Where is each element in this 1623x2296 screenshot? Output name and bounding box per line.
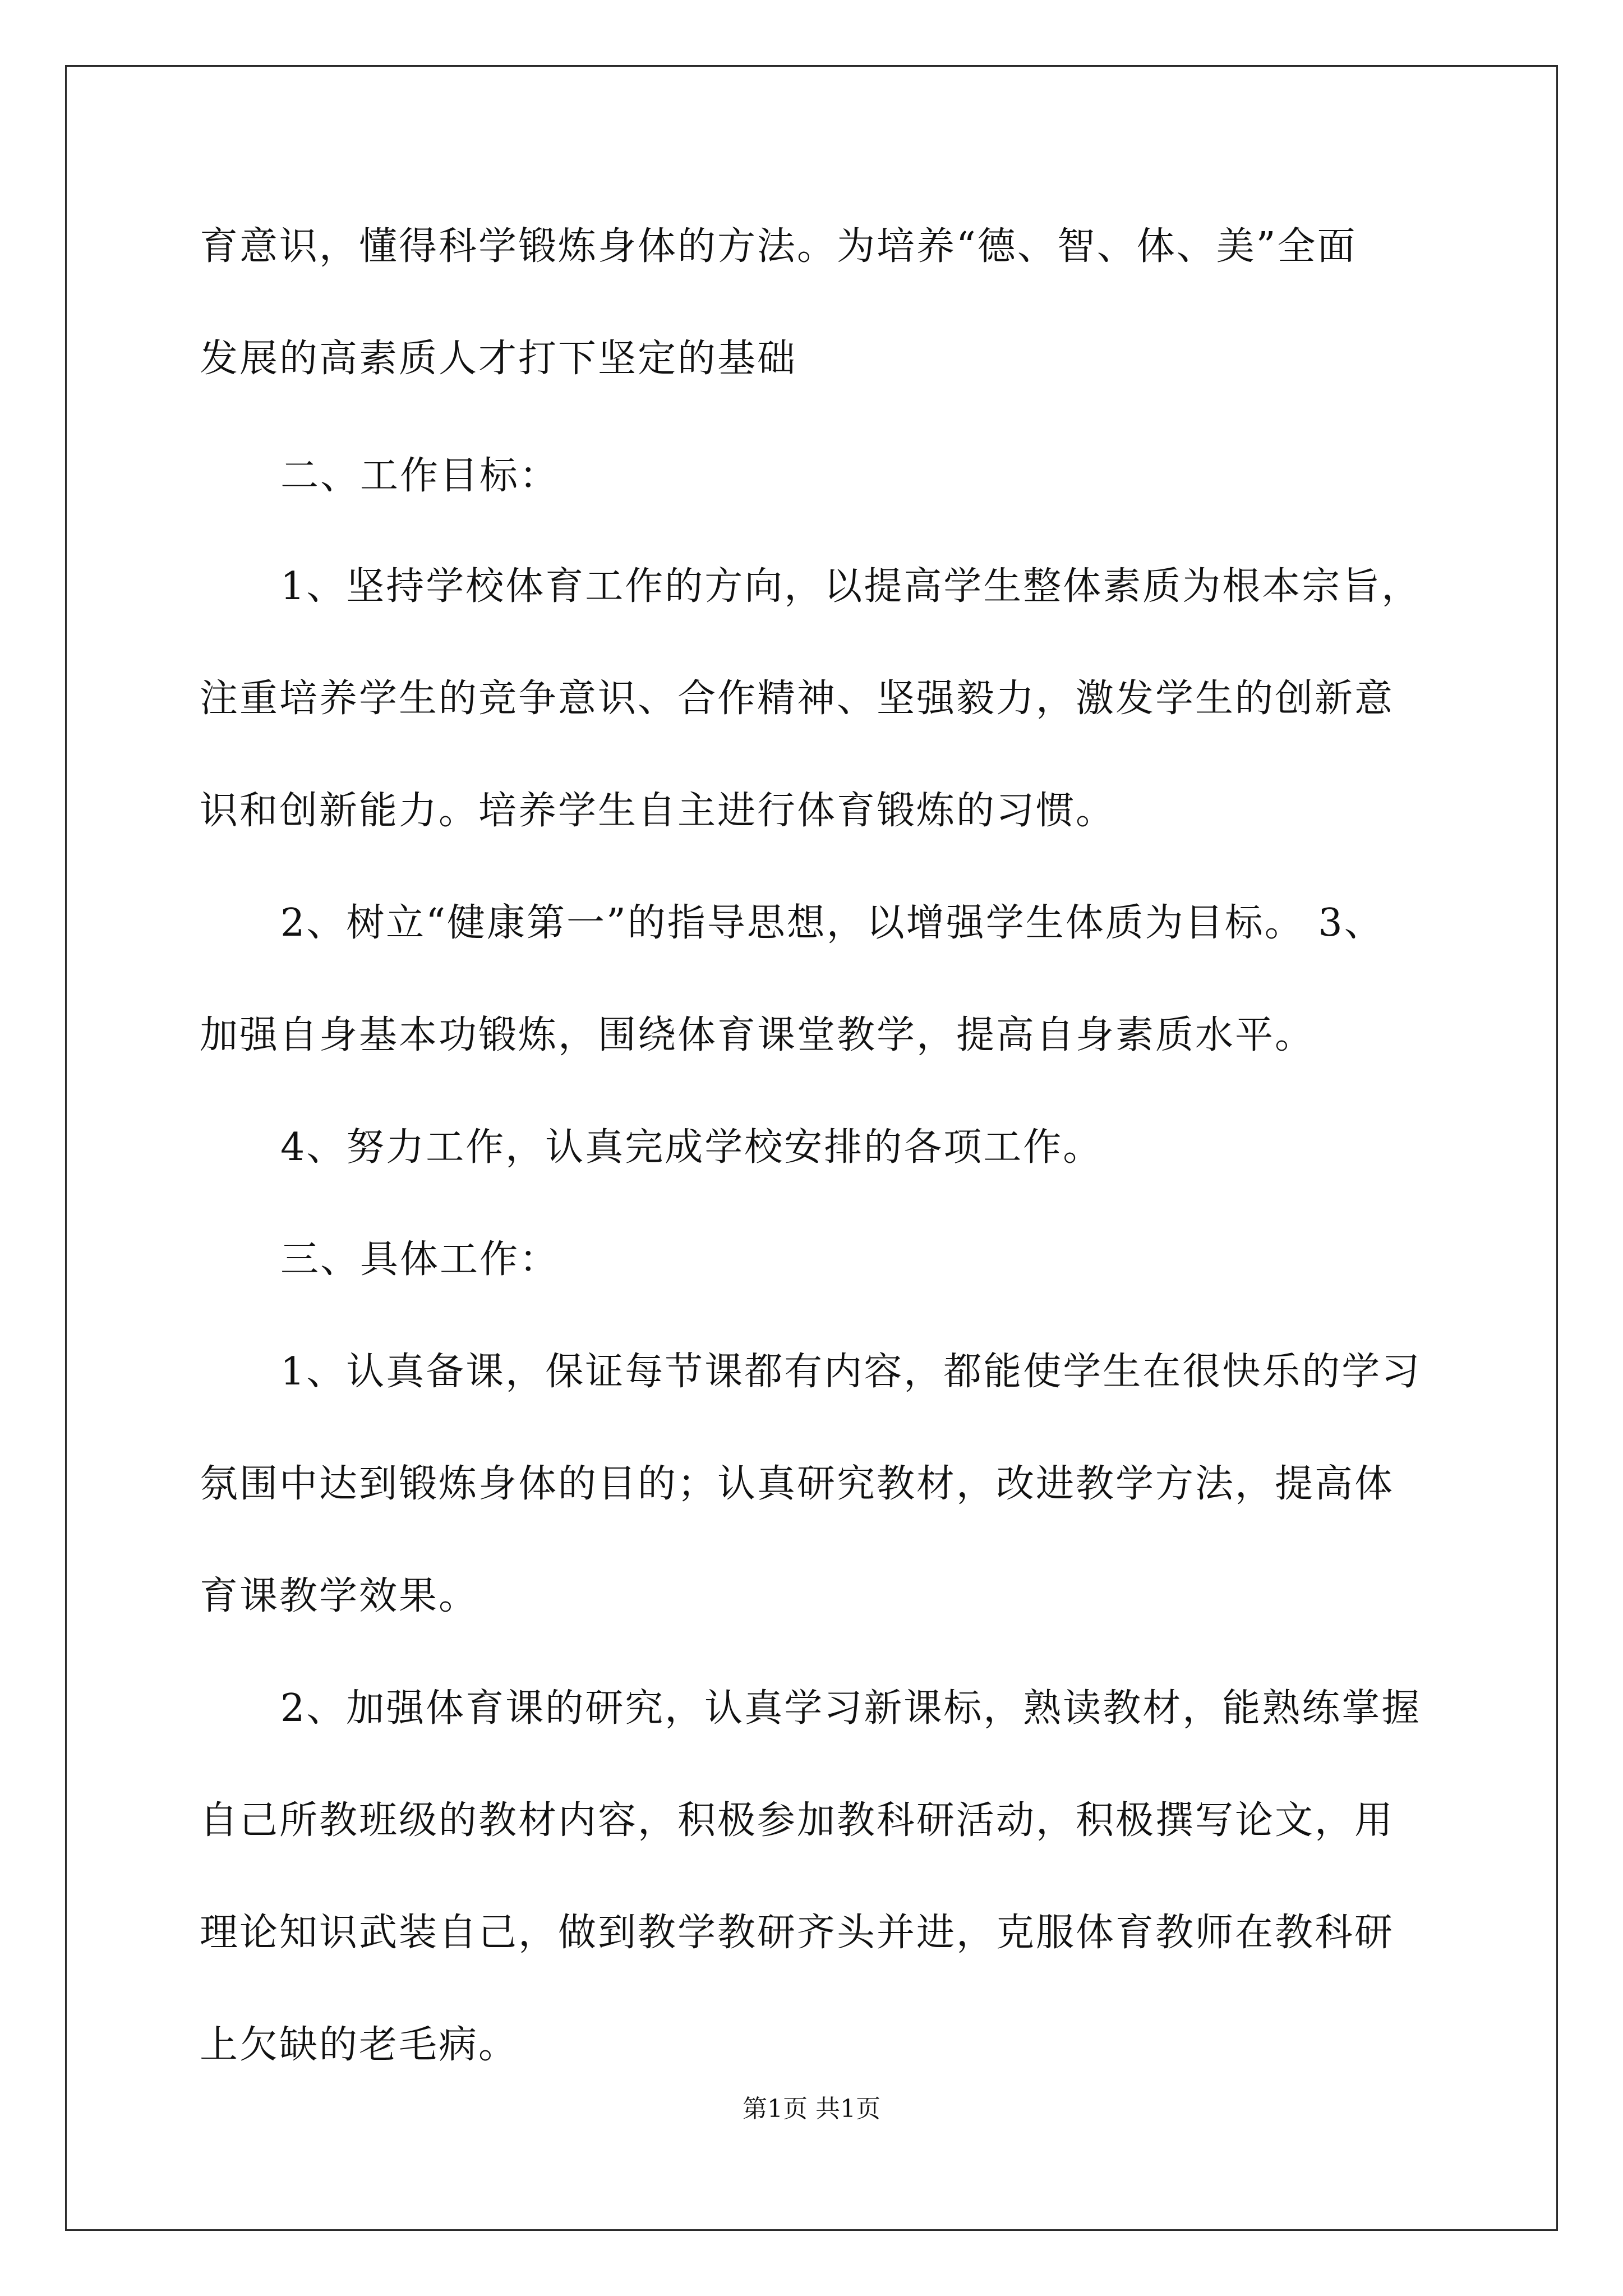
text-line: 氛围中达到锻炼身体的目的；认真研究教材，改进教学方法，提高体 <box>200 1462 1395 1506</box>
text-line: 理论知识武装自己，做到教学教研齐头并进，克服体育教师在教科研 <box>200 1911 1395 1955</box>
text-line: 育意识，懂得科学锻炼身体的方法。为培养“德、智、体、美”全面 <box>200 224 1357 269</box>
text-line: 4、努力工作，认真完成学校安排的各项工作。 <box>280 1125 1103 1170</box>
text-line: 发展的高素质人才打下坚定的基础 <box>200 337 797 381</box>
text-line: 1、坚持学校体育工作的方向，以提高学生整体素质为根本宗旨， <box>280 564 1422 609</box>
text-line: 2、树立“健康第一”的指导思想，以增强学生体质为目标。 3、 <box>280 901 1384 945</box>
text-line: 上欠缺的老毛病。 <box>200 2023 519 2067</box>
page-number: 第1页 共1页 <box>743 2095 880 2123</box>
text-line: 1、认真备课，保证每节课都有内容，都能使学生在很快乐的学习 <box>280 1350 1422 1394</box>
text-line: 识和创新能力。培养学生自主进行体育锻炼的习惯。 <box>200 789 1116 833</box>
section-heading: 二、工作目标： <box>280 454 560 498</box>
text-line: 2、加强体育课的研究，认真学习新课标，熟读教材，能熟练掌握 <box>280 1686 1422 1731</box>
text-line: 注重培养学生的竞争意识、合作精神、坚强毅力，激发学生的创新意 <box>200 677 1395 721</box>
text-line: 自己所教班级的教材内容，积极参加教科研活动，积极撰写论文，用 <box>200 1798 1395 1843</box>
text-line: 育课教学效果。 <box>200 1574 479 1618</box>
text-line: 加强自身基本功锻炼，围绕体育课堂教学，提高自身素质水平。 <box>200 1013 1315 1057</box>
section-heading: 三、具体工作： <box>280 1237 560 1282</box>
